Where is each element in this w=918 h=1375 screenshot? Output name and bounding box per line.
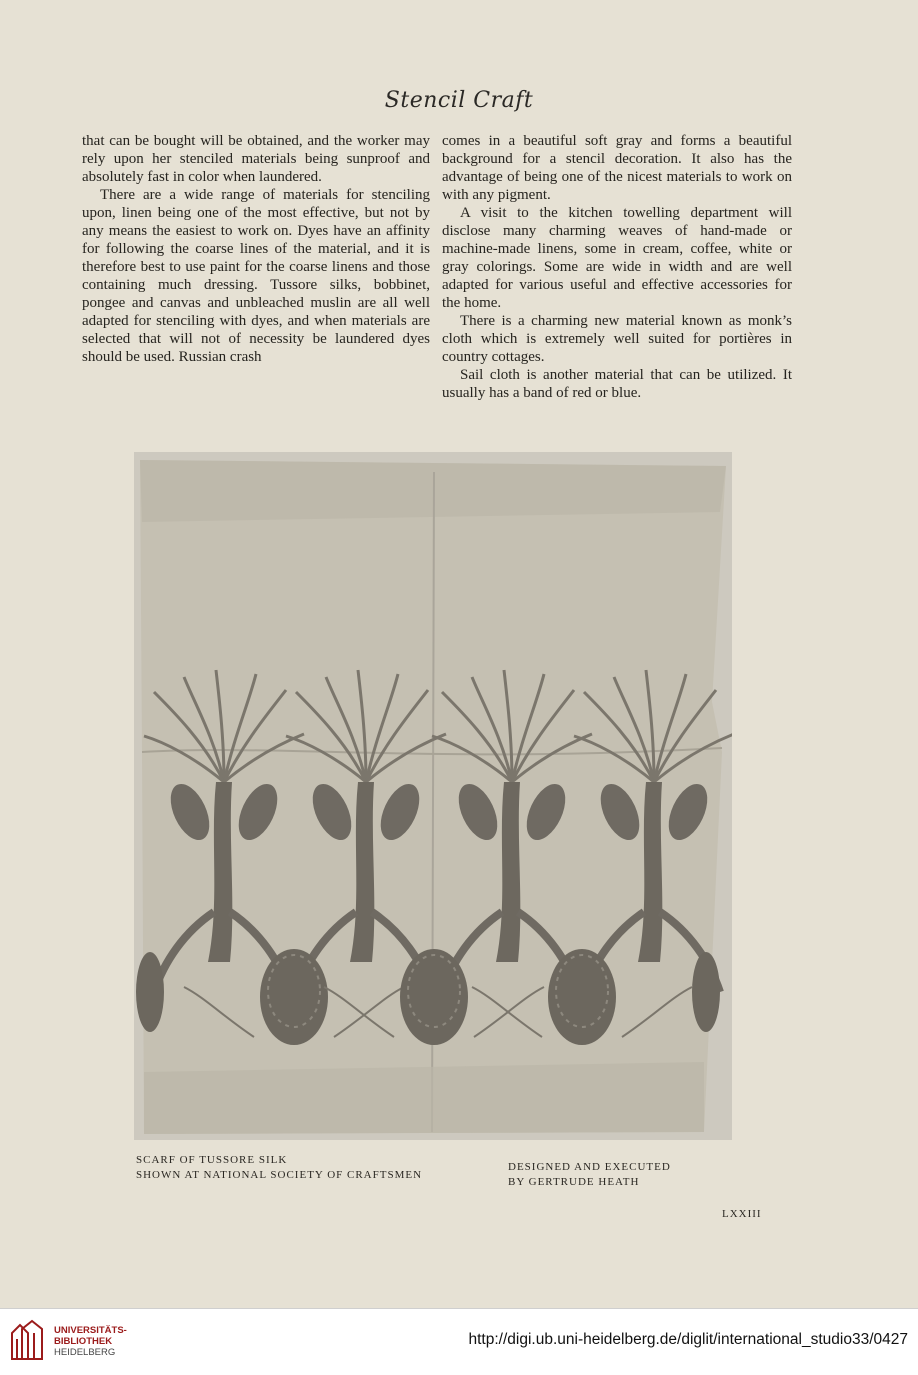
viewer-footer <box>0 1308 918 1375</box>
library-name-line-2: BIBLIOTHEK <box>54 1336 113 1347</box>
library-name-line-3: HEIDELBERG <box>54 1347 116 1358</box>
right-paragraph-4: Sail cloth is another material that can be utilized. It usually has a band of red or blue. <box>442 367 792 401</box>
right-column <box>442 132 792 402</box>
library-name-line-1: UNIVERSITÄTS- <box>54 1325 127 1336</box>
left-column <box>82 132 430 366</box>
caption-left-line-1: SCARF OF TUSSORE SILK <box>136 1154 288 1166</box>
right-paragraph-3: There is a charming new material known as monk’s cloth which is extremely well suited for portières in country cottages. <box>442 313 792 365</box>
caption-right-line-1: DESIGNED AND EXECUTED <box>508 1161 671 1173</box>
library-logo-icon[interactable] <box>8 1319 48 1363</box>
left-paragraph-2: There are a wide range of materials for stenciling upon, linen being one of the most effective, but not by any means the easiest to work on. Dyes have an affinity for following the coarse lines of the material, and it is therefore best to use paint for the coarse linens and those containing much dressing. Tussore silks, bobbinet, pongee and canvas and unbleached muslin are all well adapted for stenciling with dyes, and when materials are selected that will not of necessity be laundered dyes should be used. Russian crash <box>82 187 430 365</box>
caption-left <box>136 1153 422 1183</box>
right-paragraph-1: comes in a beautiful soft gray and forms a beautiful background for a stencil decoration. It also has the advantage of being one of the nicest materials to work on with any pigment. <box>442 133 792 203</box>
permalink-url[interactable]: http://digi.ub.uni-heidelberg.de/diglit/international_studio33/0427 <box>468 1331 908 1348</box>
right-paragraph-2: A visit to the kitchen towelling department will disclose many charming weaves of hand-made or machine-made linens, some in cream, coffee, white or gray colorings. Some are wide in width and are well adapted for various useful and effective accessories for the home. <box>442 205 792 311</box>
left-paragraph-1: that can be bought will be obtained, and the worker may rely upon her stenciled materials being sunproof and absolutely fast in color when laundered. <box>82 133 430 185</box>
scarf-illustration <box>134 452 732 1140</box>
page-folio: LXXIII <box>722 1208 762 1220</box>
caption-right <box>508 1160 671 1190</box>
library-name[interactable] <box>54 1325 127 1358</box>
caption-right-line-2: BY GERTRUDE HEATH <box>508 1176 640 1188</box>
caption-left-line-2: SHOWN AT NATIONAL SOCIETY OF CRAFTSMEN <box>136 1169 423 1181</box>
running-head: Stencil Craft <box>384 88 534 113</box>
